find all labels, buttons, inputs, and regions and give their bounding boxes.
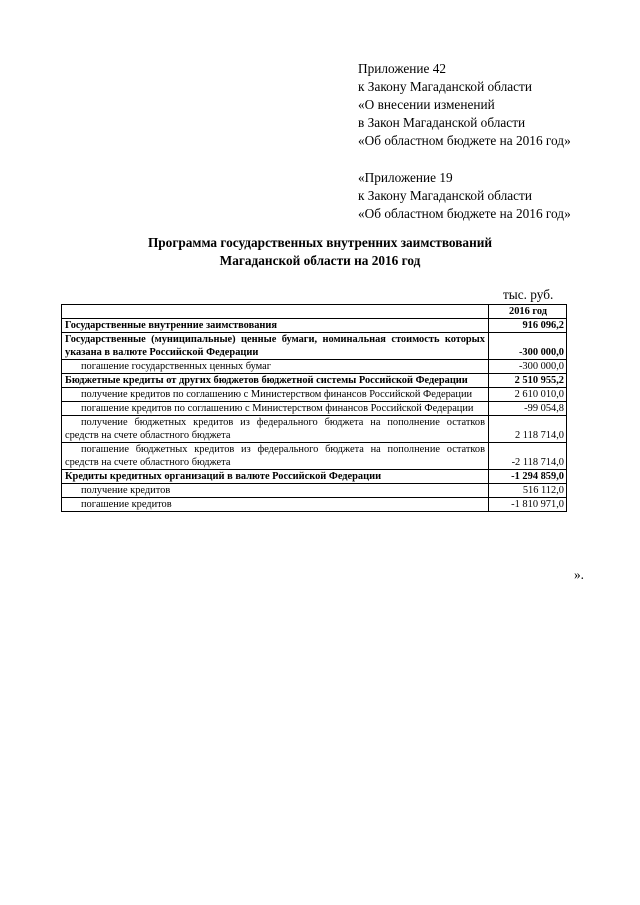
row-value: -99 054,8 (489, 402, 567, 416)
title-line-2: Магаданской области на 2016 год (219, 253, 421, 268)
row-label: погашение кредитов по соглашению с Министерством финансов Российской Федерации (62, 402, 489, 416)
row-value: -300 000,0 (489, 360, 567, 374)
row-label: Бюджетные кредиты от других бюджетов бюджетной системы Российской Федерации (62, 374, 489, 388)
row-label: Государственные (муниципальные) ценные бумаги, номинальная стоимость которых указана в валюте Российской Федерации (62, 333, 489, 360)
units-label: тыс. руб. (503, 287, 554, 302)
header-line: к Закону Магаданской области (358, 79, 532, 94)
row-value: 516 112,0 (489, 484, 567, 498)
borrowings-table (61, 304, 567, 512)
header-line: Приложение 42 (358, 61, 446, 76)
year-header-cell: 2016 год (489, 305, 567, 319)
table-row (62, 319, 567, 333)
header-line: в Закон Магаданской области (358, 115, 526, 130)
row-value: -1 294 859,0 (489, 470, 567, 484)
closing-quote-mark: ». (574, 567, 584, 582)
row-value: -1 810 971,0 (489, 498, 567, 512)
row-label: получение кредитов (62, 484, 489, 498)
header-line: «Об областном бюджете на 2016 год» (358, 133, 571, 148)
document-title (0, 234, 640, 270)
header-line: «Приложение 19 (358, 170, 453, 185)
row-label: погашение государственных ценных бумаг (62, 360, 489, 374)
row-label: погашение кредитов (62, 498, 489, 512)
header-empty-cell (62, 305, 489, 319)
row-label: Кредиты кредитных организаций в валюте Российской Федерации (62, 470, 489, 484)
row-value: 916 096,2 (489, 319, 567, 333)
row-label: погашение бюджетных кредитов из федерального бюджета на пополнение остатков средств на счете областного бюджета (62, 443, 489, 470)
table-row (62, 333, 567, 360)
attachment-header (358, 60, 571, 150)
table-row (62, 470, 567, 484)
row-value: 2 510 955,2 (489, 374, 567, 388)
table-row (62, 416, 567, 443)
row-value: 2 610 010,0 (489, 388, 567, 402)
table-row (62, 388, 567, 402)
table-row (62, 443, 567, 470)
original-attachment-header (358, 169, 571, 223)
table-row (62, 360, 567, 374)
title-line-1: Программа государственных внутренних заимствований (147, 235, 493, 250)
table-header-row (62, 305, 567, 319)
header-line: «О внесении изменений (358, 97, 495, 112)
row-value: -2 118 714,0 (489, 443, 567, 470)
header-line: к Закону Магаданской области (358, 188, 532, 203)
row-value: -300 000,0 (489, 333, 567, 360)
header-line: «Об областном бюджете на 2016 год» (358, 206, 571, 221)
table-row (62, 498, 567, 512)
row-value: 2 118 714,0 (489, 416, 567, 443)
table-row (62, 484, 567, 498)
row-label: получение бюджетных кредитов из федерального бюджета на пополнение остатков средств на счете областного бюджета (62, 416, 489, 443)
row-label: получение кредитов по соглашению с Министерством финансов Российской Федерации (62, 388, 489, 402)
table-row (62, 374, 567, 388)
table-row (62, 402, 567, 416)
row-label: Государственные внутренние заимствования (62, 319, 489, 333)
